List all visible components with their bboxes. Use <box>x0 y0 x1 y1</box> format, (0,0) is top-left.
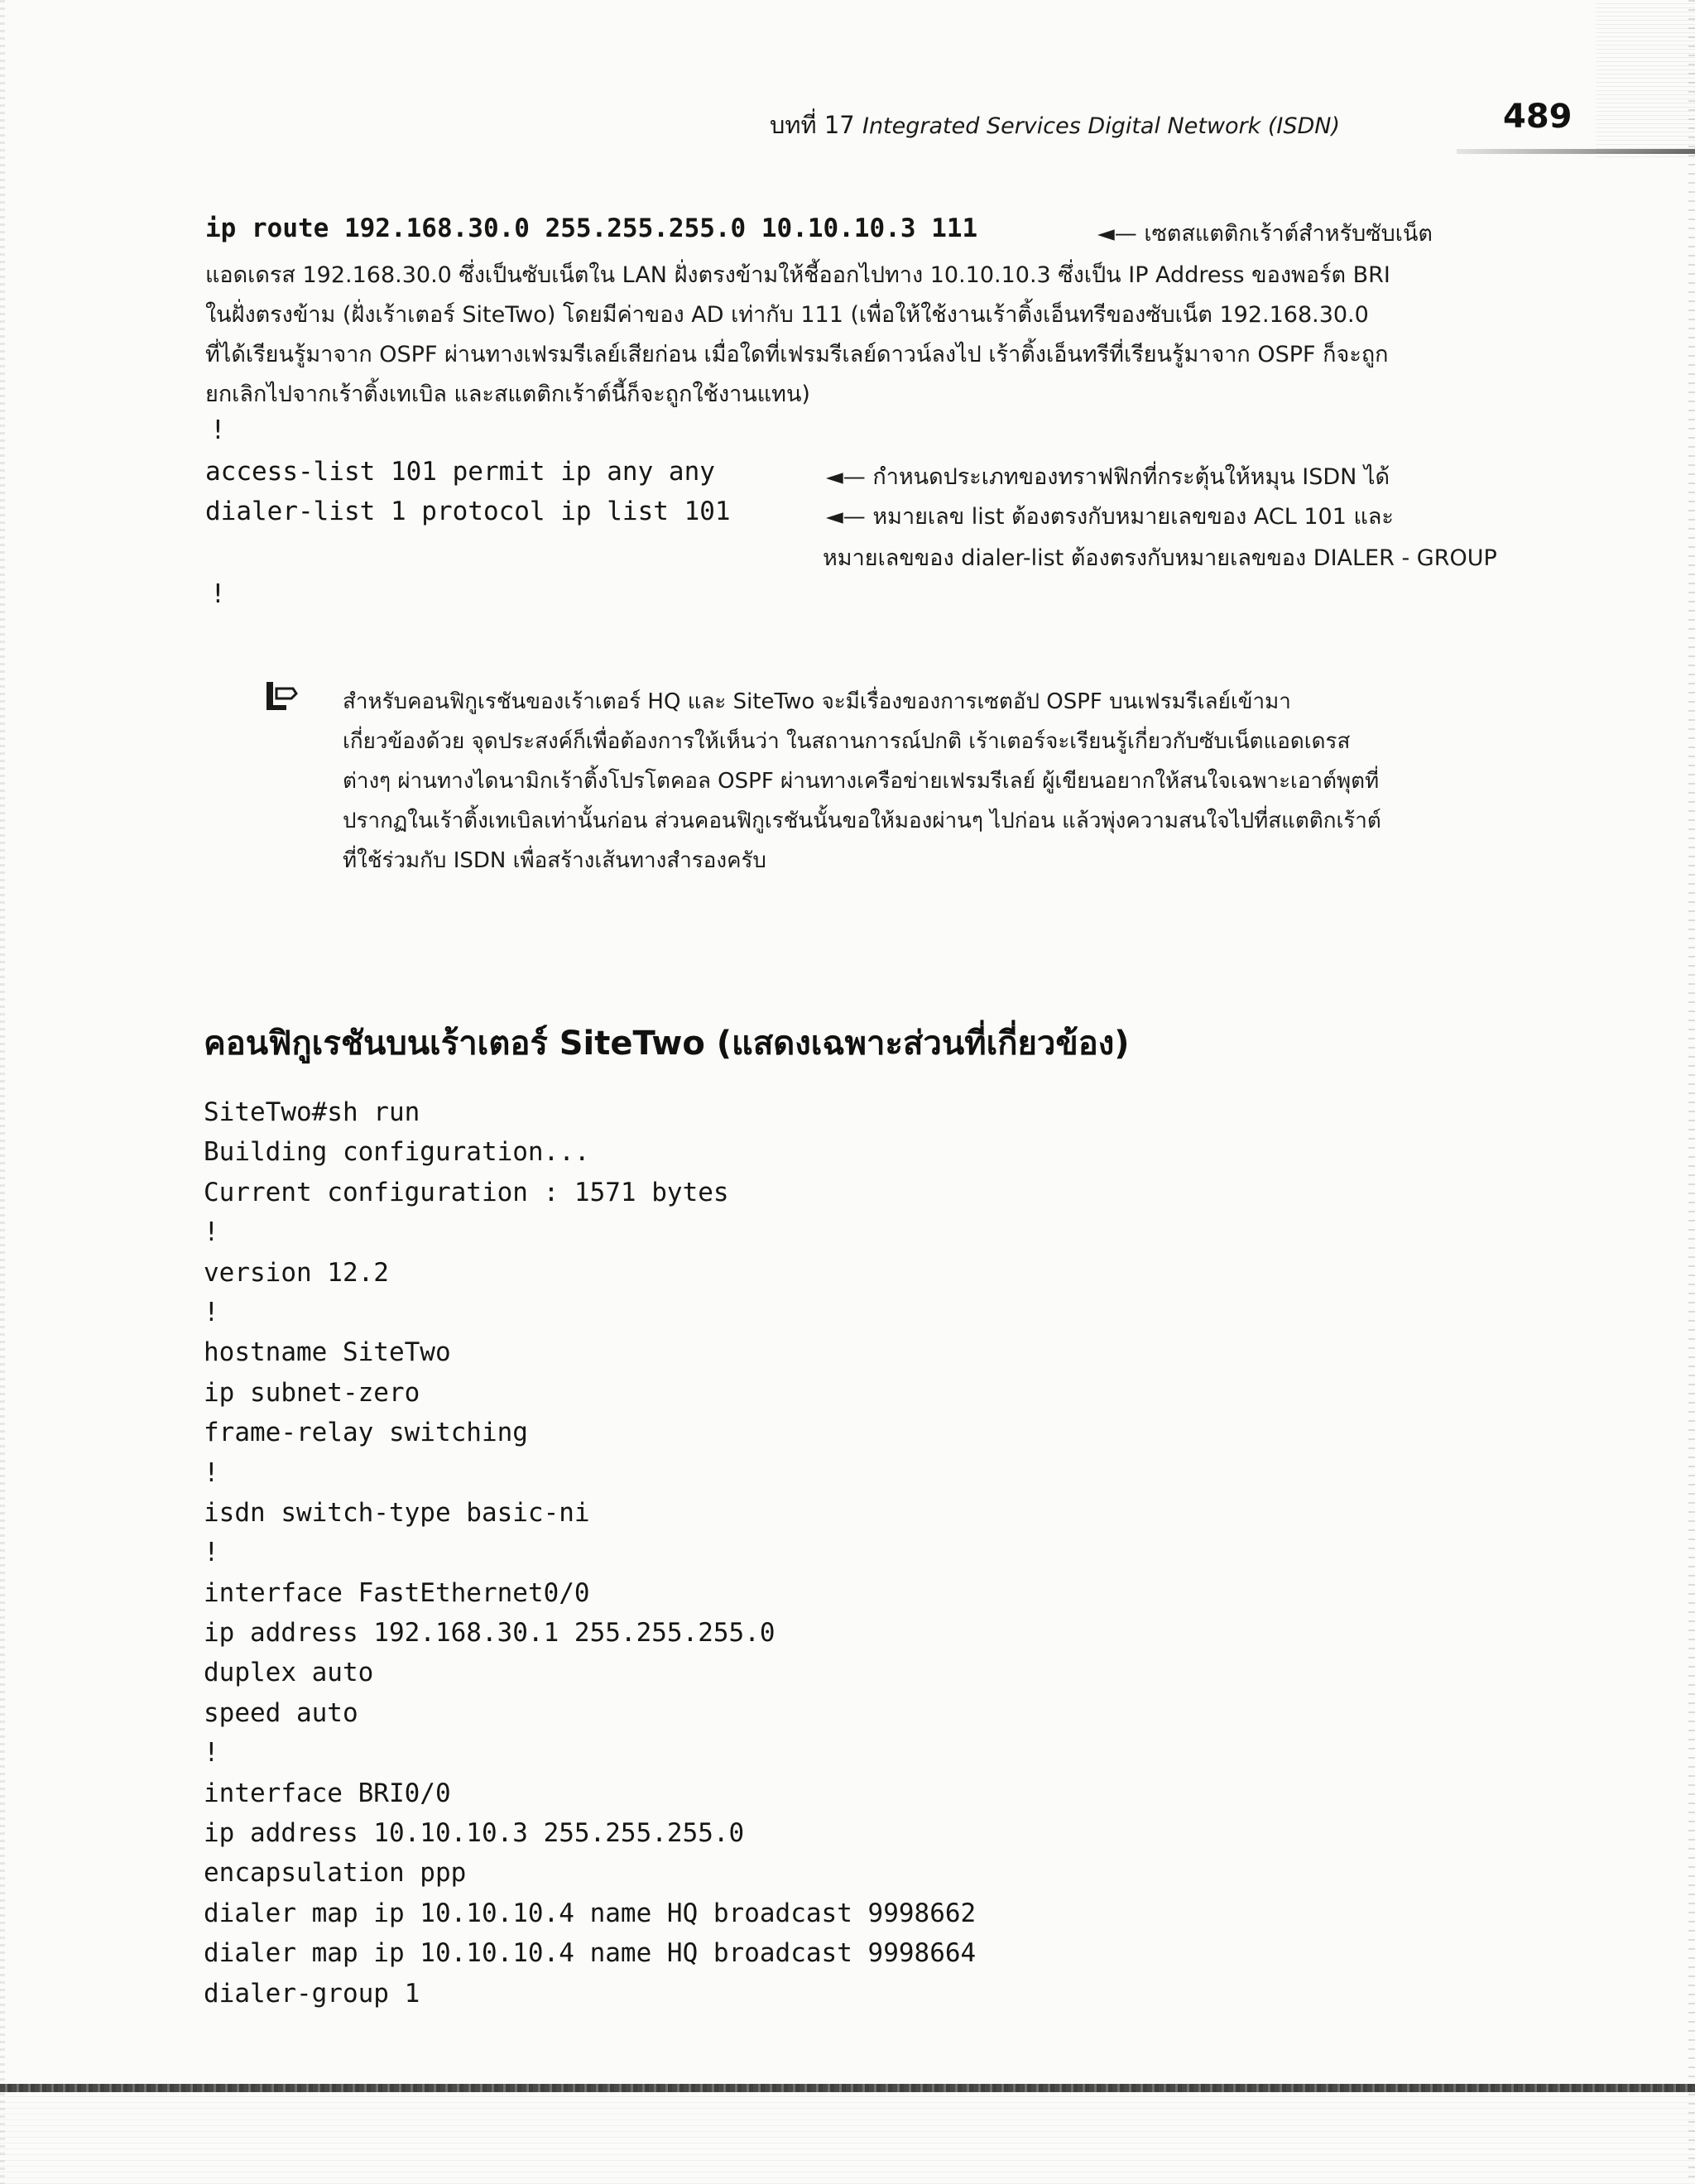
scan-corner <box>1596 0 1695 157</box>
config-line: dialer-group 1 <box>204 1978 420 2009</box>
note-line: ปรากฏในเร้าติ้งเทเบิลเท่านั้นก่อน ส่วนคอนฟิกูเรชันนั้นขอให้มองผ่านๆ ไปก่อน แล้วพุ่งความสนใจไปที่สแตติกเร้าต์ <box>343 809 1381 833</box>
config-line: speed auto <box>204 1697 358 1728</box>
acl-code: access-list 101 permit ip any any <box>205 457 715 487</box>
config-line: ip address 10.10.10.3 255.255.255.0 <box>204 1818 745 1849</box>
route-explanation-1: เซตสแตติกเร้าต์สำหรับซับเน็ต <box>1144 221 1433 247</box>
chapter-label: บทที่ 17 <box>770 111 855 139</box>
config-line: SiteTwo#sh run <box>204 1097 420 1127</box>
config-line: ! <box>204 1217 219 1248</box>
config-line: interface BRI0/0 <box>204 1778 451 1808</box>
scan-edge-left <box>0 0 5 2184</box>
config-line: frame-relay switching <box>204 1418 528 1448</box>
note-line: เกี่ยวข้องด้วย จุดประสงค์ก็เพื่อต้องการให้เห็นว่า ในสถานการณ์ปกติ เร้าเตอร์จะเรียนรู้เกี่ยวกับซับเน็ตแอดเดรส <box>343 729 1351 754</box>
config-line: duplex auto <box>204 1658 374 1688</box>
running-header <box>770 106 1340 144</box>
route-code: ip route 192.168.30.0 255.255.255.0 10.10.10.3 111 <box>205 214 978 243</box>
page-number: 489 <box>1503 98 1573 136</box>
chapter-title: Integrated Services Digital Network (ISDN) <box>862 113 1341 139</box>
route-explanation-3: ในฝั่งตรงข้าม (ฝั่งเร้าเตอร์ SiteTwo) โดยมีค่าของ AD เท่ากับ 111 (เพื่อให้ใช้งานเร้าติ้งเอ็นทรีของซับเน็ต 192.168.30.0 <box>205 302 1369 328</box>
arrow-icon: ◄— <box>826 464 866 490</box>
config-line: Building configuration... <box>204 1137 590 1168</box>
arrow-icon: ◄— <box>1097 221 1137 247</box>
header-rule <box>1457 149 1695 154</box>
scan-edge-right <box>1688 0 1695 2184</box>
note-paragraph <box>343 682 1493 881</box>
note-line: สำหรับคอนฟิกูเรชันของเร้าเตอร์ HQ และ SiteTwo จะมีเรื่องของการเซตอัป OSPF บนเฟรมรีเลย์เข้ามา <box>343 689 1291 714</box>
config-listing <box>204 1092 976 2014</box>
arrow-icon: ◄— <box>826 504 866 530</box>
config-line: version 12.2 <box>204 1257 389 1288</box>
dialer-explanation-1: หมายเลข list ต้องตรงกับหมายเลขของ ACL 101 และ <box>872 504 1394 530</box>
config-line: ! <box>204 1538 219 1568</box>
note-line: ต่างๆ ผ่านทางไดนามิกเร้าติ้งโปรโตคอล OSPF ผ่านทางเครือข่ายเฟรมรีเลย์ ผู้เขียนอยากให้สนใจเฉพาะเอาต์พุตที่ <box>343 769 1380 794</box>
route-explanation-5: ยกเลิกไปจากเร้าติ้งเทเบิล และสแตติกเร้าต์นี้ก็จะถูกใช้งานแทน) <box>205 382 810 407</box>
route-explanation-first <box>1097 215 1433 251</box>
config-line: ip subnet-zero <box>204 1377 420 1408</box>
note-hand-icon <box>262 677 301 717</box>
config-line: encapsulation ppp <box>204 1858 467 1889</box>
config-line: dialer map ip 10.10.10.4 name HQ broadcast 9998664 <box>204 1938 977 1969</box>
config-line: isdn switch-type basic-ni <box>204 1497 590 1528</box>
bottom-rule <box>0 2084 1695 2092</box>
config-line: ! <box>204 1297 219 1327</box>
note-line: ที่ใช้ร่วมกับ ISDN เพื่อสร้างเส้นทางสำรองครับ <box>343 848 766 873</box>
dialer-list-code: dialer-list 1 protocol ip list 101 <box>205 497 731 526</box>
config-line: ip address 192.168.30.1 255.255.255.0 <box>204 1618 775 1649</box>
bang-line: ! <box>210 579 226 609</box>
route-explanation-4: ที่ได้เรียนรู้มาจาก OSPF ผ่านทางเฟรมรีเลย์เสียก่อน เมื่อใดที่เฟรมรีเลย์ดาวน์ลงไป เร้าติ้งเอ็นทรีที่เรียนรู้มาจาก OSPF ก็จะถูก <box>205 342 1389 367</box>
config-line: dialer map ip 10.10.10.4 name HQ broadcast 9998662 <box>204 1898 977 1928</box>
acl-explanation-row <box>826 458 1390 494</box>
dialer-explanation-row <box>826 498 1394 534</box>
config-line: interface FastEthernet0/0 <box>204 1577 590 1608</box>
acl-explanation: กำหนดประเภทของทราฟฟิกที่กระตุ้นให้หมุน ISDN ได้ <box>872 464 1390 490</box>
config-line: ! <box>204 1738 219 1769</box>
dialer-explanation-2: หมายเลขของ dialer-list ต้องตรงกับหมายเลขของ DIALER - GROUP <box>823 545 1497 571</box>
config-line: Current configuration : 1571 bytes <box>204 1177 729 1207</box>
scan-bottom <box>0 2092 1695 2184</box>
bang-line: ! <box>210 415 226 445</box>
config-line: hostname SiteTwo <box>204 1337 451 1368</box>
section-heading: คอนฟิกูเรชันบนเร้าเตอร์ SiteTwo (แสดงเฉพาะส่วนที่เกี่ยวข้อง) <box>204 1025 1130 1063</box>
route-explanation-2: แอดเดรส 192.168.30.0 ซึ่งเป็นซับเน็ตใน LAN ฝั่งตรงข้ามให้ชี้ออกไปทาง 10.10.10.3 ซึ่งเป็น IP Address ของพอร์ต BRI <box>205 262 1390 288</box>
config-line: ! <box>204 1457 219 1488</box>
